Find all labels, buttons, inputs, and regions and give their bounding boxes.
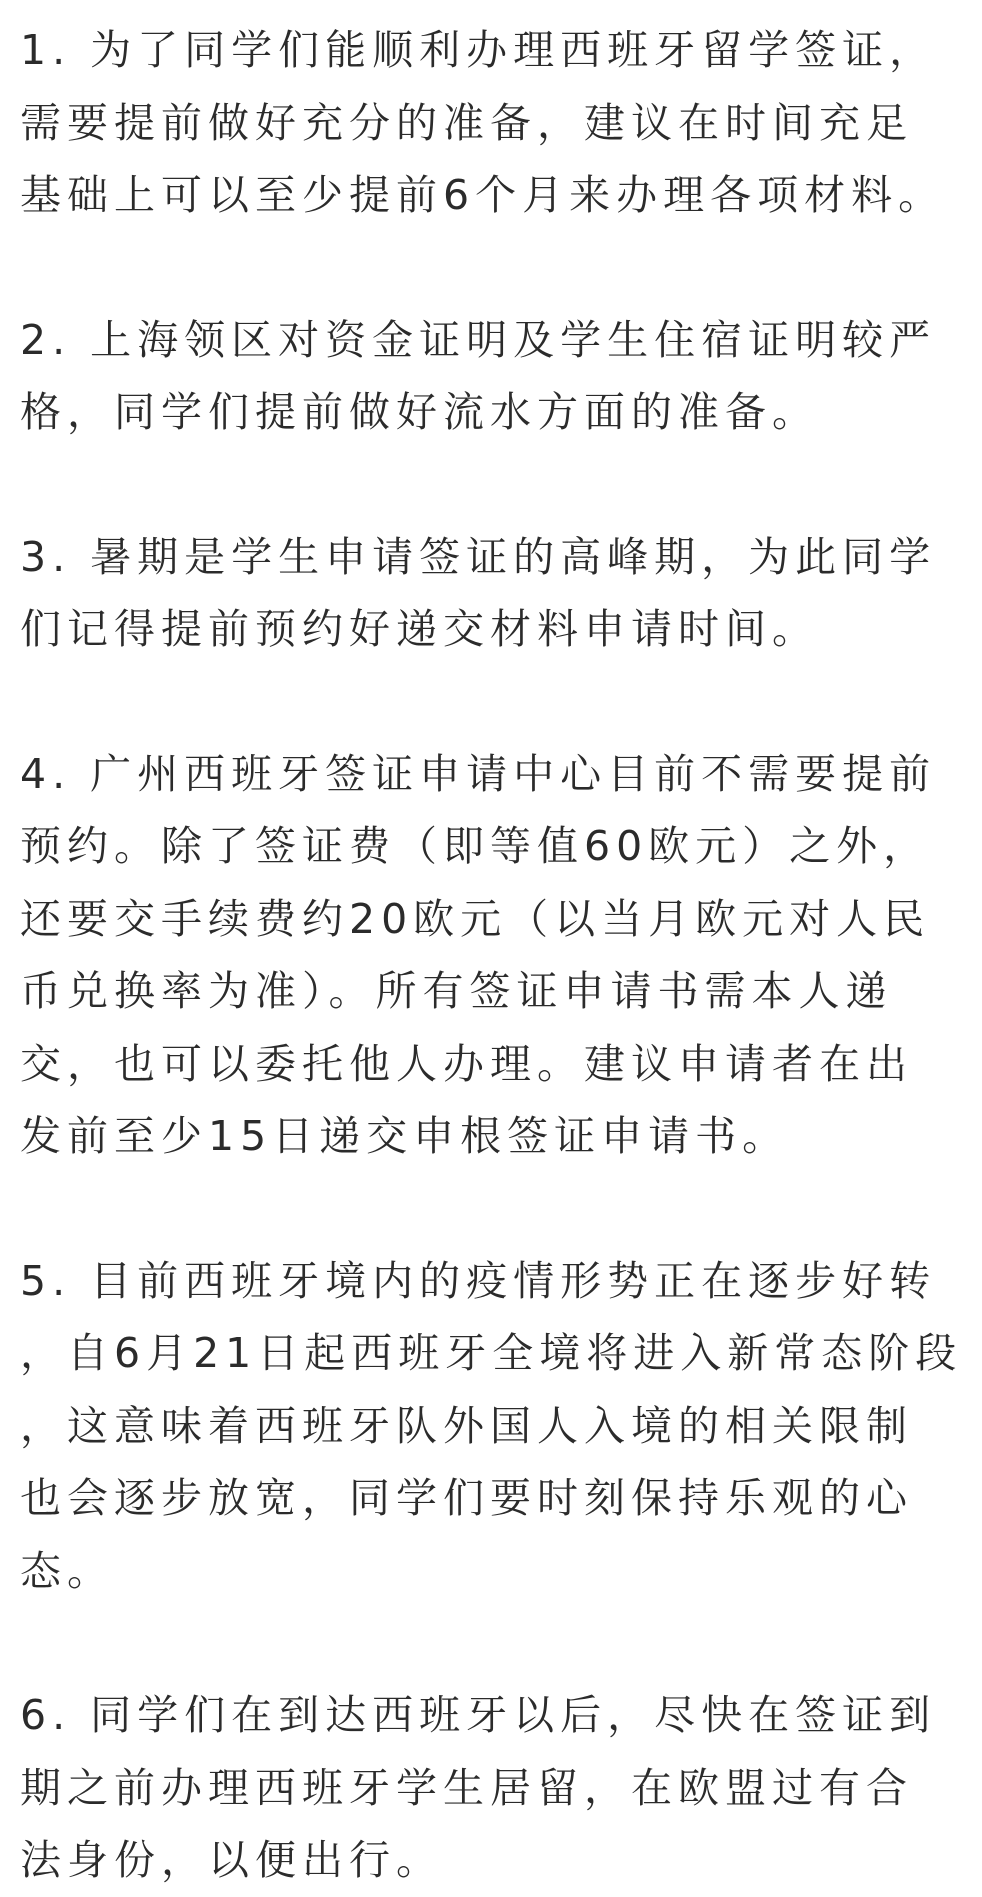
text-line: ，自6月21日起西班牙全境将进入新常态阶段: [20, 1329, 963, 1377]
paragraph-2: [20, 304, 962, 449]
text-line: 们记得提前预约好递交材料申请时间。: [20, 605, 819, 653]
paragraph-6: [20, 1679, 962, 1897]
text-line: 基础上可以至少提前6个月来办理各项材料。: [20, 171, 946, 219]
text-line: 还要交手续费约20欧元（以当月欧元对人民: [20, 894, 931, 943]
text-line: 2. 上海领区对资金证明及学生住宿证明较严: [20, 315, 937, 364]
text-line: 需要提前做好充分的准备，建议在时间充足: [20, 98, 913, 147]
paragraph-5: [20, 1245, 962, 1608]
paragraph-4: [20, 738, 962, 1173]
text-line: 也会逐步放宽，同学们要时刻保持乐观的心: [20, 1474, 913, 1522]
text-line: 6. 同学们在到达西班牙以后，尽快在签证到: [20, 1691, 937, 1739]
text-line: 期之前办理西班牙学生居留，在欧盟过有合: [20, 1763, 913, 1812]
text-line: 4. 广州西班牙签证申请中心目前不需要提前: [20, 749, 937, 798]
text-line: 3. 暑期是学生申请签证的高峰期，为此同学: [20, 532, 937, 581]
text-line: 态。: [20, 1546, 114, 1595]
paragraph-3: [20, 521, 962, 666]
text-line: 发前至少15日递交申根签证申请书。: [20, 1112, 790, 1160]
text-line: 5. 目前西班牙境内的疫情形势正在逐步好转: [20, 1256, 937, 1305]
paragraph-1: [20, 14, 962, 232]
text-line: 币兑换率为准）。所有签证申请书需本人递: [20, 967, 893, 1015]
text-line: 交，也可以委托他人办理。建议申请者在出: [20, 1039, 913, 1088]
text-line: 1. 为了同学们能顺利办理西班牙留学签证，: [20, 26, 937, 74]
text-line: ，这意味着西班牙队外国人入境的相关限制: [20, 1401, 913, 1450]
text-line: 预约。除了签证费（即等值60欧元）之外，: [20, 822, 931, 870]
text-line: 法身份，以便出行。: [20, 1836, 443, 1884]
text-line: 格，同学们提前做好流水方面的准备。: [20, 388, 819, 436]
